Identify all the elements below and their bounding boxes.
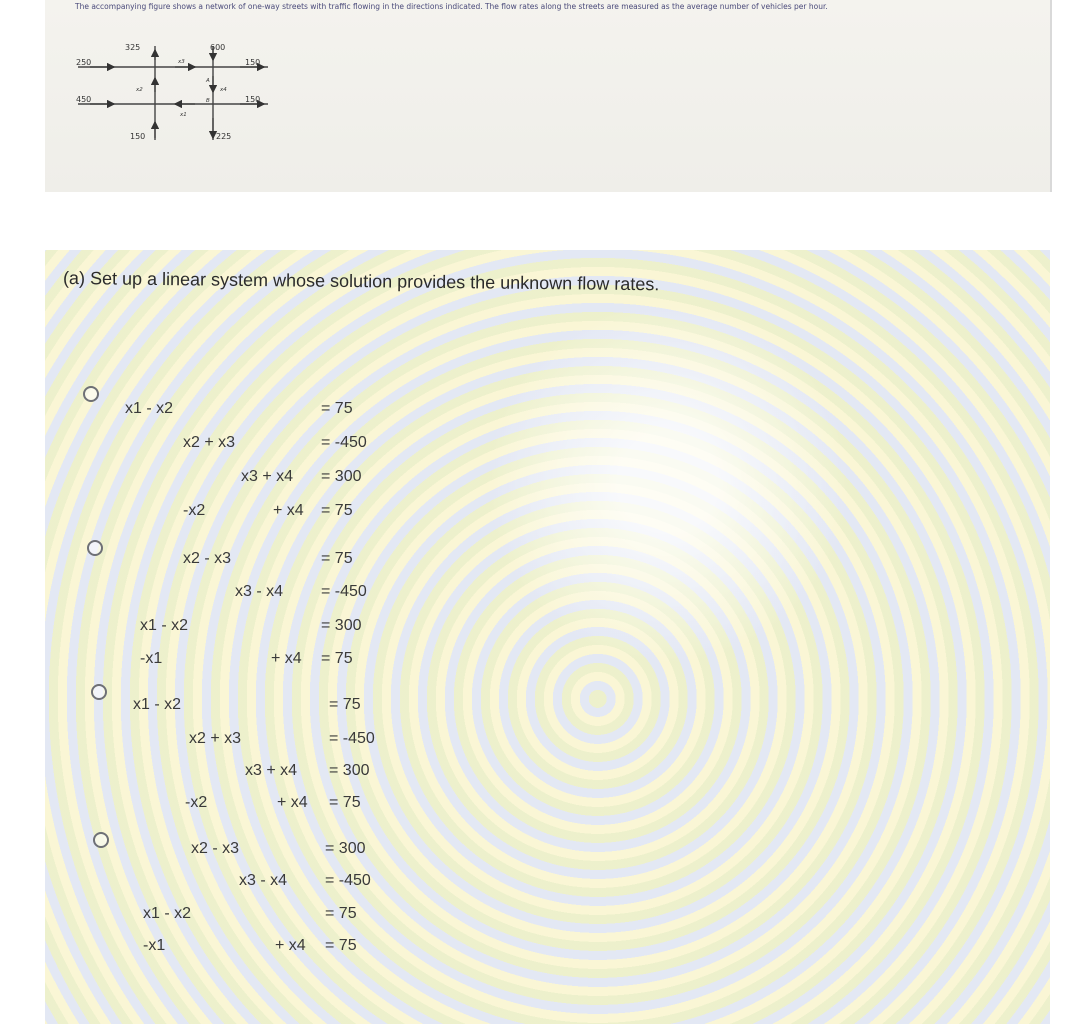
figure-x1: x1 (180, 112, 187, 118)
option-4-row-4-rhs: = 75 (325, 937, 357, 954)
option-3-radio[interactable] (91, 684, 107, 700)
option-1-radio[interactable] (83, 386, 99, 402)
option-2-row-3-rhs: = 300 (321, 617, 362, 634)
option-1-row-1-rhs: = 75 (321, 400, 353, 417)
option-1-row-3-rhs: = 300 (321, 468, 362, 485)
question-title: (a) Set up a linear system whose solution provides the unknown flow rates. (62, 268, 660, 295)
option-3-row-4-rhs: = 75 (329, 794, 361, 811)
question-panel (45, 250, 1050, 1024)
option-4-row-3-lhs: x1 - x2 (143, 905, 192, 922)
figure-label-150-right: 150 (245, 95, 261, 104)
figure-label-150-bottom: 150 (130, 132, 146, 141)
option-4-row-3-rhs: = 75 (325, 905, 357, 922)
option-4-row-4-lhs: -x1 (143, 937, 166, 954)
option-2-row-4-lhs: -x1 (140, 650, 163, 667)
figure-x3: x3 (178, 59, 185, 65)
figure-x4: x4 (220, 87, 227, 93)
option-3-row-2-lhs: x2 + x3 (189, 730, 242, 747)
option-2-row-4-rhs: = 75 (321, 650, 353, 667)
option-2-row-3-lhs: x1 - x2 (140, 617, 189, 634)
figure-node-B: B (206, 98, 210, 104)
figure-x2: x2 (136, 87, 143, 93)
option-2-row-2-lhs: x3 - x4 (235, 583, 284, 600)
option-2-row-1-rhs: = 75 (321, 550, 353, 567)
option-3-row-4-lhs: -x2 (185, 794, 208, 811)
option-2-radio[interactable] (87, 540, 103, 556)
option-3-row-1-lhs: x1 - x2 (133, 696, 182, 713)
option-4-row-1-lhs: x2 - x3 (191, 840, 240, 857)
option-1-row-2-rhs: = -450 (321, 434, 367, 451)
figure-label-450: 450 (76, 95, 92, 104)
option-3-row-4-mid: + x4 (277, 794, 308, 811)
option-3-row-2-rhs: = -450 (329, 730, 375, 747)
option-4-radio[interactable] (93, 832, 109, 848)
option-3-row-3-rhs: = 300 (329, 762, 370, 779)
figure-label-225: 225 (216, 132, 232, 141)
option-1-row-1-lhs: x1 - x2 (125, 400, 174, 417)
option-4-row-2-rhs: = -450 (325, 872, 371, 889)
option-4-row-2-lhs: x3 - x4 (239, 872, 288, 889)
problem-statement: The accompanying figure shows a network of one-way streets with traffic flowing in the directions indicated. The flow rates along the streets are measured as the average number of vehicles per hour. (75, 2, 828, 11)
option-2-row-2-rhs: = -450 (321, 583, 367, 600)
figure-label-250: 250 (76, 58, 92, 67)
option-4-row-1-rhs: = 300 (325, 840, 366, 857)
problem-panel (45, 0, 1052, 192)
option-2-row-1-lhs: x2 - x3 (183, 550, 232, 567)
option-1-row-4-lhs: -x2 (183, 502, 206, 519)
option-4-row-4-mid: + x4 (275, 937, 306, 954)
option-3-row-1-rhs: = 75 (329, 696, 361, 713)
option-1-row-4-rhs: = 75 (321, 502, 353, 519)
figure-label-600: 600 (210, 43, 226, 52)
traffic-network-figure (70, 38, 300, 156)
option-3-row-3-lhs: x3 + x4 (245, 762, 298, 779)
figure-label-150-top: 150 (245, 58, 261, 67)
option-1-row-4-mid: + x4 (273, 502, 304, 519)
figure-node-A: A (206, 78, 210, 84)
option-2-row-4-mid: + x4 (271, 650, 302, 667)
figure-label-325: 325 (125, 43, 141, 52)
option-1-row-2-lhs: x2 + x3 (183, 434, 236, 451)
option-1-row-3-lhs: x3 + x4 (241, 468, 294, 485)
